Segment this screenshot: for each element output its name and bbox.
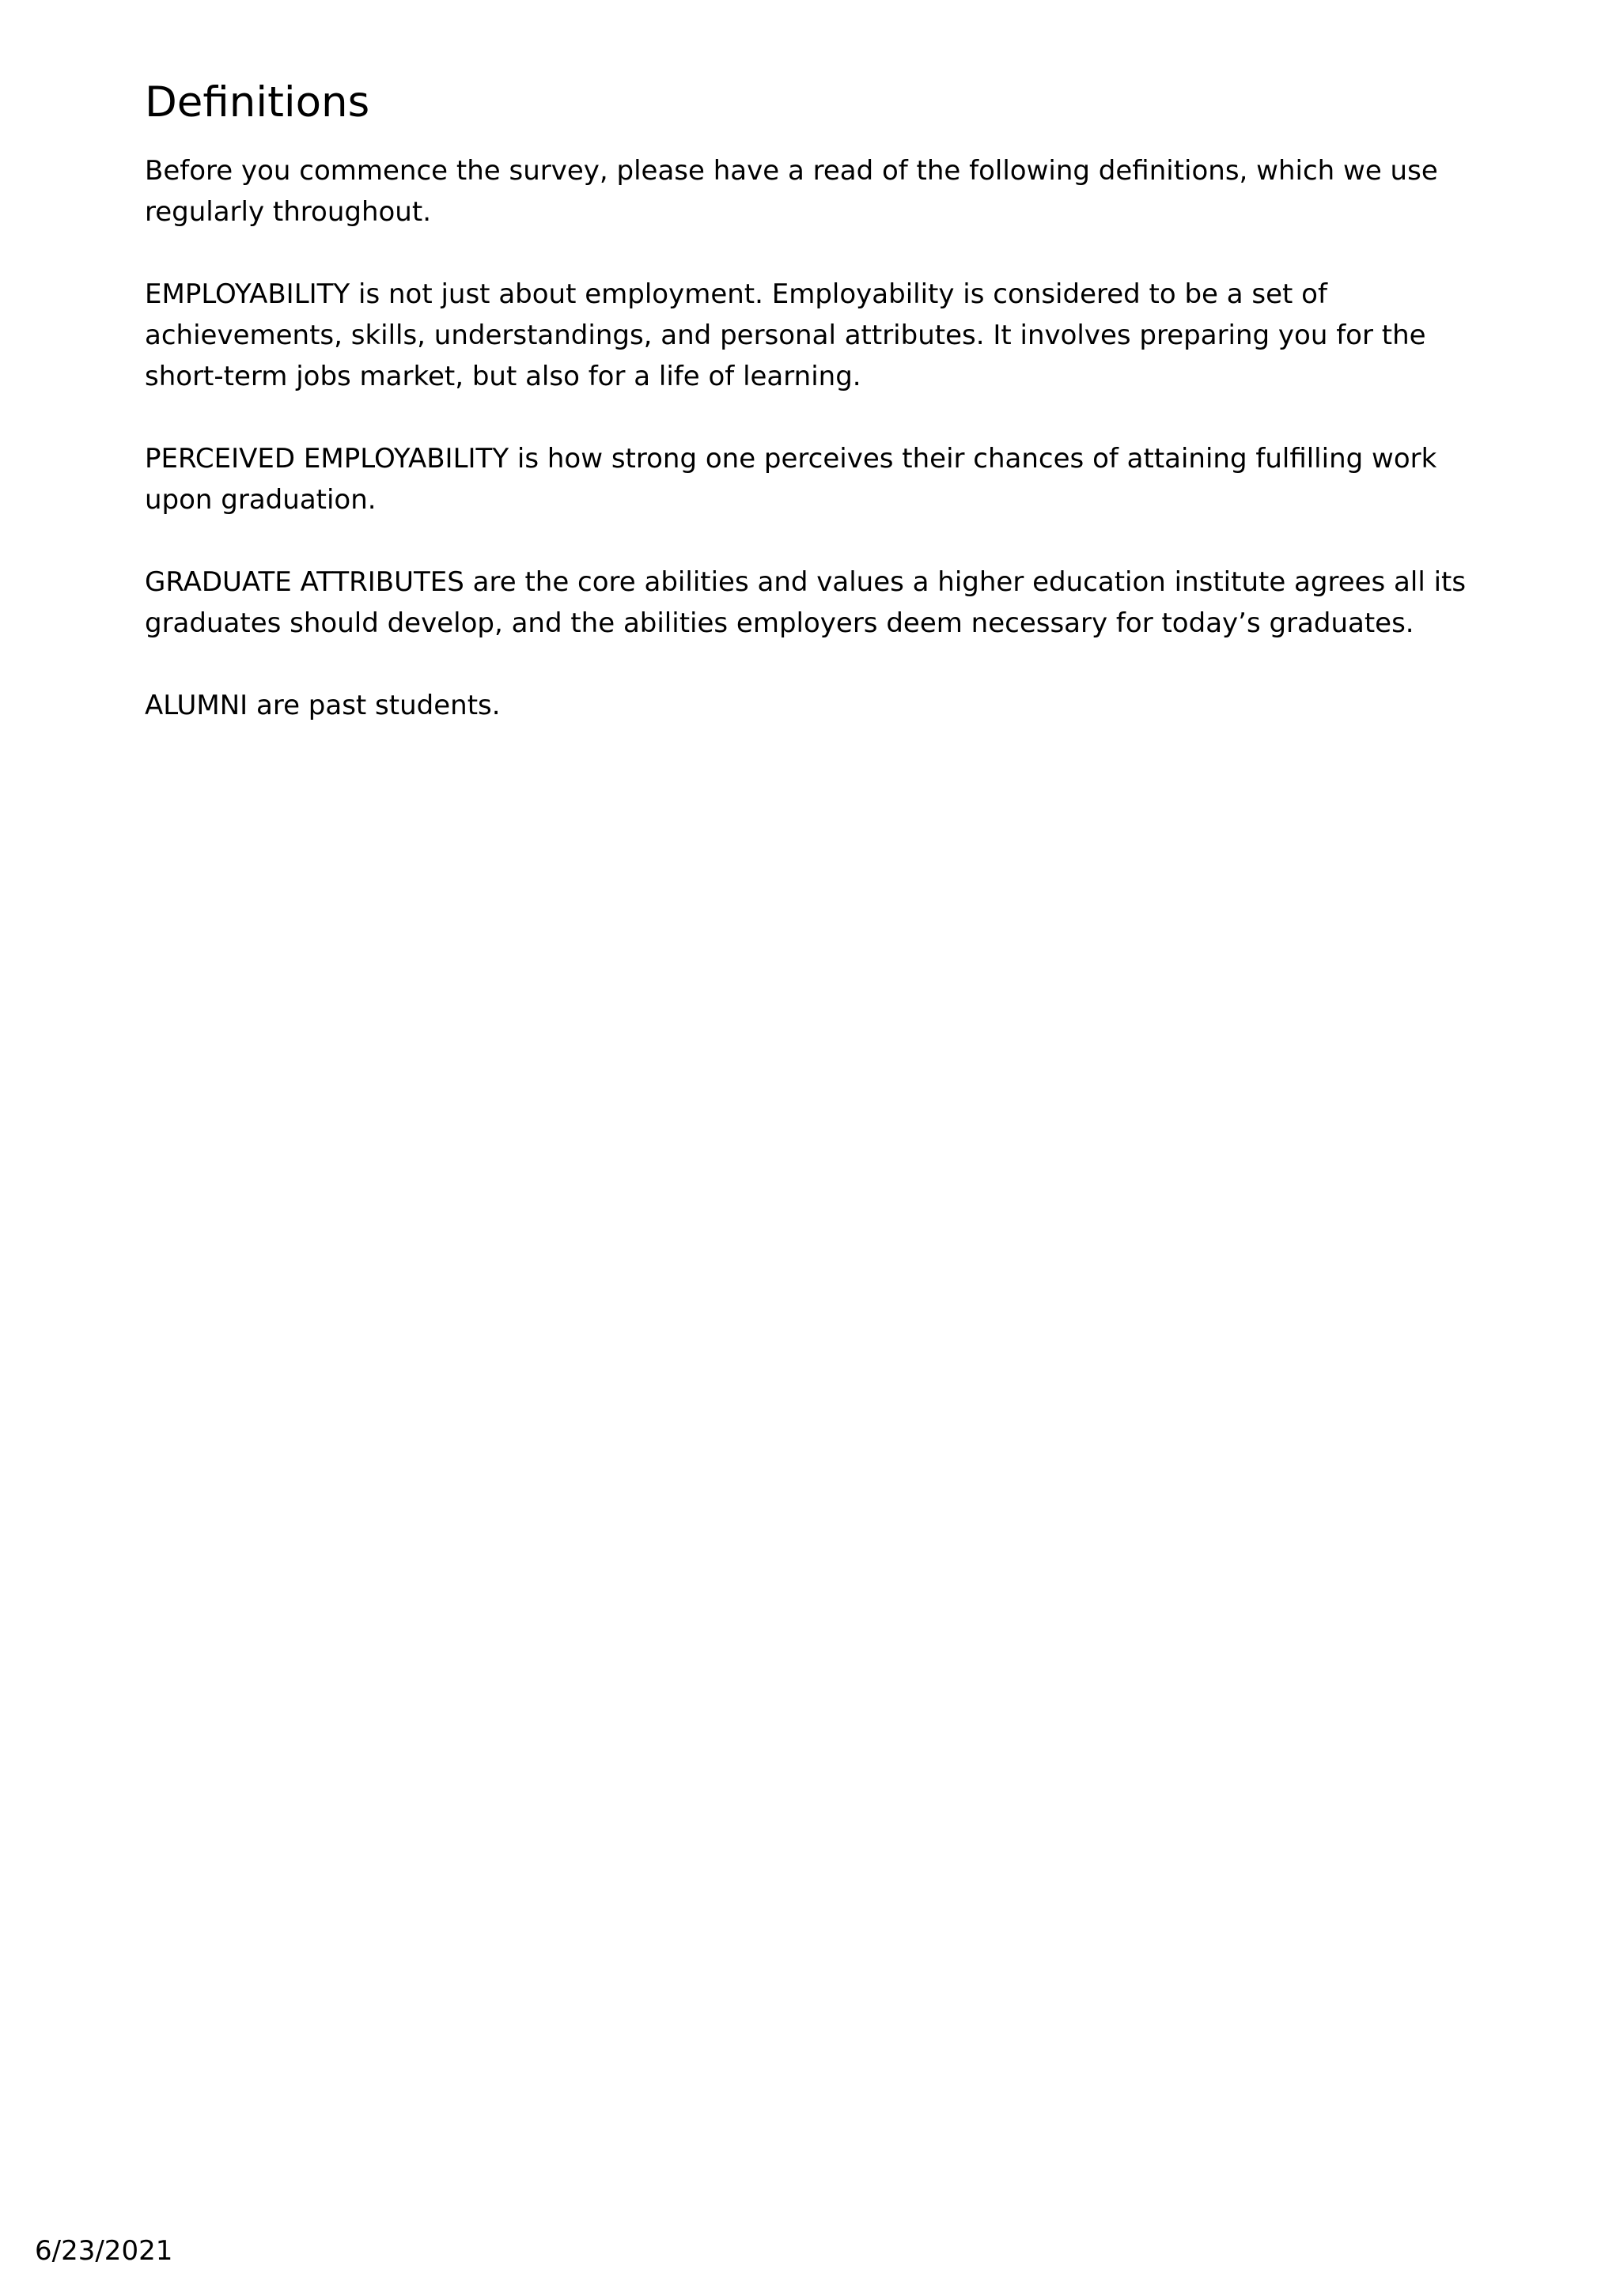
definition-alumni: ALUMNI are past students. [145,689,501,721]
page-title: Definitions [145,78,370,127]
footer-date: 6/23/2021 [35,2235,173,2267]
definition-graduate-attributes: GRADUATE ATTRIBUTES are the core abilities and values a higher education institute agrees all its graduates should develop, and the abilities employers deem necessary for today’s graduates. [145,565,1467,639]
definition-employability: EMPLOYABILITY is not just about employment. Employability is considered to be a set of achievements, skills, understandings, and personal attributes. It involves preparing you for the short-term jobs market, but also for a life of learning. [145,278,1426,392]
definition-perceived-employability: PERCEIVED EMPLOYABILITY is how strong one perceives their chances of attaining fulfilling work upon graduation. [145,442,1437,516]
intro-paragraph: Before you commence the survey, please have a read of the following definitions, which we use regularly throughout. [145,154,1438,228]
document-content [145,78,1482,767]
